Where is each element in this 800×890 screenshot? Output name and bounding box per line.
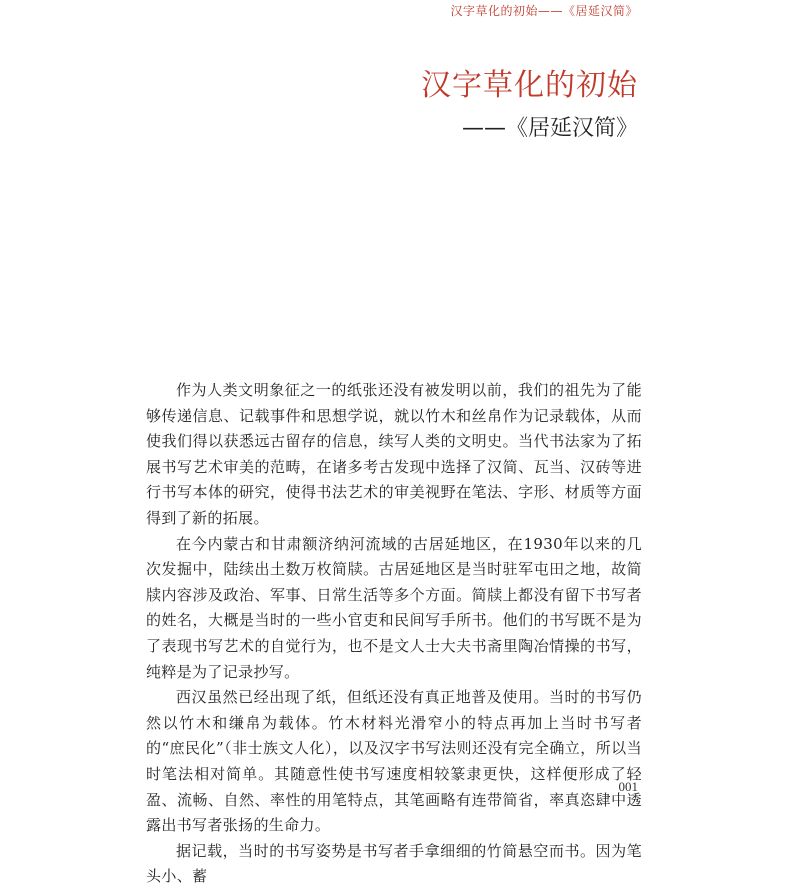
paragraph: 在今内蒙古和甘肃额济纳河流域的古居延地区，在1930年以来的几次发掘中，陆续出土数万枚简牍。古居延地区是当时驻军屯田之地，故简牍内容涉及政治、军事、日常生活等多个方面。简牍上都没有留下书写者的姓名，大概是当时的一些小官吏和民间写手所书。他们的书写既不是为了表现书写艺术的自觉行为，也不是文人士大夫书斋里陶冶情操的书写，纯粹是为了记录抄写。 bbox=[146, 534, 642, 681]
paragraph: 据记载，当时的书写姿势是书写者手拿细细的竹简悬空而书。因为笔头小、蓄 bbox=[146, 841, 642, 886]
paragraph: 作为人类文明象征之一的纸张还没有被发明以前，我们的祖先为了能够传递信息、记载事件和思想学说，就以竹木和丝帛作为记录载体，从而使我们得以获悉远古留存的信息，续写人类的文明史。当代书法家为了拓展书写艺术审美的范畴，在诸多考古发现中选择了汉简、瓦当、汉砖等进行书写本体的研究，使得书法艺术的审美视野在笔法、字形、材质等方面得到了新的拓展。 bbox=[146, 381, 642, 527]
page-number: 001 bbox=[618, 779, 638, 794]
body-text bbox=[146, 378, 642, 890]
paragraph: 西汉虽然已经出现了纸，但纸还没有真正地普及使用。当时的书写仍然以竹木和缣帛为载体。竹木材料光滑窄小的特点再加上当时书写者的“庶民化”（非士族文人化），以及汉字书写法则还没有完全确立，所以当时笔法相对简单。其随意性使书写速度相较篆隶更快，这样便形成了轻盈、流畅、自然、率性的用笔特点，其笔画略有连带简省，率真恣肆中透露出书写者张扬的生命力。 bbox=[146, 688, 642, 835]
chapter-title: 汉字草化的初始 bbox=[421, 68, 638, 103]
chapter-subtitle: ——《居延汉简》 bbox=[461, 116, 638, 141]
running-header: 汉字草化的初始——《居延汉简》 bbox=[450, 4, 638, 18]
